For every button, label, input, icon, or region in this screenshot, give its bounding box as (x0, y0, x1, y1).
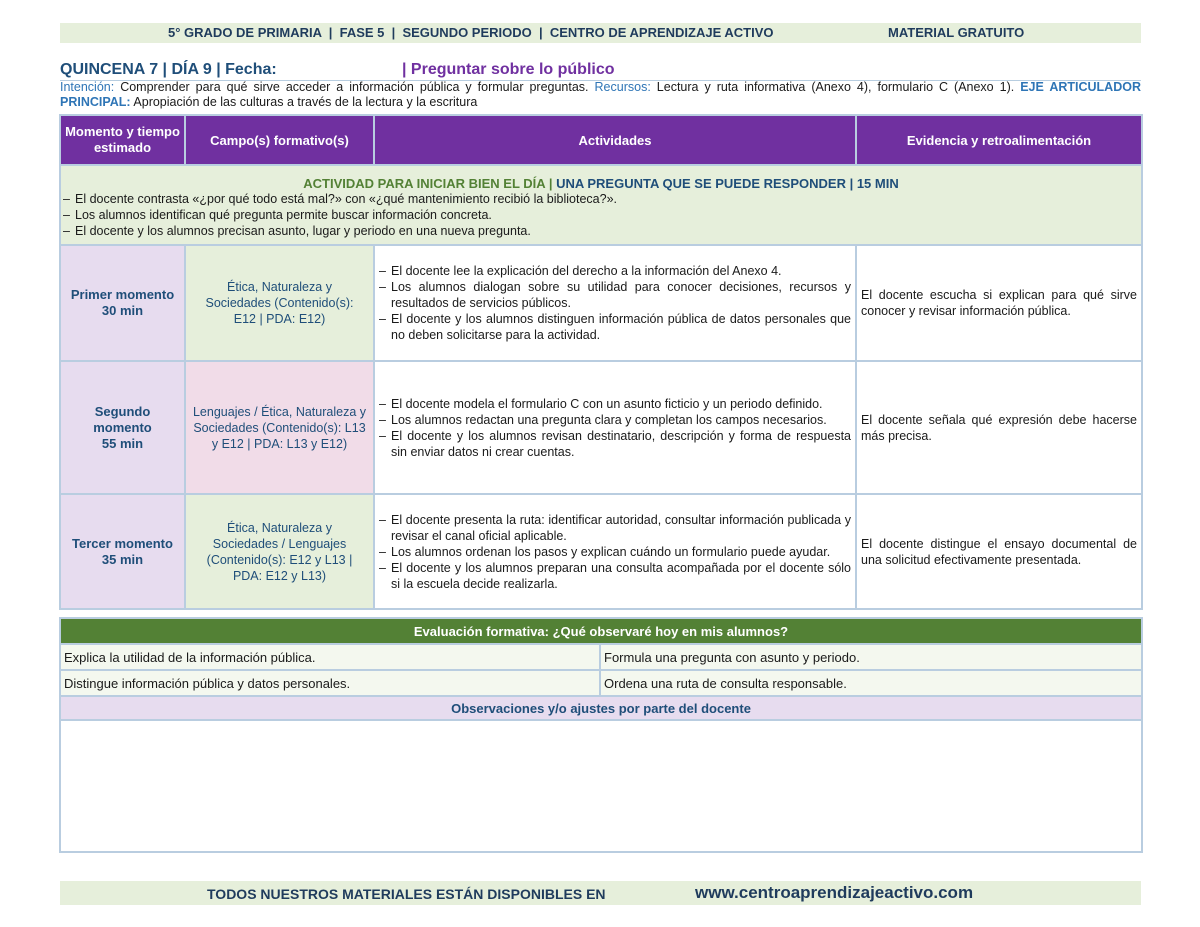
header-free-material: MATERIAL GRATUITO (888, 25, 1025, 40)
intencion-label: Intención: (60, 80, 115, 94)
lesson-day-date: QUINCENA 7 | DÍA 9 | Fecha: (60, 61, 277, 78)
recursos-label: Recursos: (594, 80, 651, 94)
eje-text: Apropiación de las culturas a través de la lectura y la escritura (133, 95, 478, 109)
table-row (60, 361, 1142, 494)
header-momento: Momento y tiempo estimado (60, 115, 185, 165)
evaluation-item: Distingue información pública y datos personales. (60, 670, 600, 696)
momento-cell (60, 494, 185, 609)
list-item: – El docente y los alumnos distinguen información pública de datos personales que no deben solicitarse para la actividad. (379, 311, 851, 343)
momento-label: Primer momento (70, 287, 175, 302)
list-item: – El docente y los alumnos preparan una consulta acompañada por el docente sólo si la escuela decide realizarla. (379, 560, 851, 592)
footer-text: TODOS NUESTROS MATERIALES ESTÁN DISPONIBLES EN (207, 886, 606, 902)
lesson-plan-table (59, 114, 1143, 610)
observations-field[interactable] (60, 720, 1142, 852)
list-item: – Los alumnos redactan una pregunta clara y completan los campos necesarios. (379, 412, 851, 428)
evidencia-cell: El docente distingue el ensayo documental de una solicitud efectivamente presentada. (856, 494, 1142, 609)
observations-title: Observaciones y/o ajustes por parte del docente (60, 696, 1142, 720)
actividades-cell (374, 245, 856, 361)
footer-band (60, 881, 1141, 905)
intro-activity (60, 165, 1142, 245)
list-item: – Los alumnos ordenan los pasos y explican cuándo un formulario puede ayudar. (379, 544, 851, 560)
list-item: – El docente contrasta «¿por qué todo está mal?» con «¿qué mantenimiento recibió la biblioteca?». (63, 191, 1141, 207)
list-item: – Los alumnos dialogan sobre su utilidad para conocer decisiones, recursos y resultados de servicios públicos. (379, 279, 851, 311)
list-item: – El docente y los alumnos revisan destinatario, descripción y forma de respuesta sin enviar datos ni crear cuentas. (379, 428, 851, 460)
evidencia-cell: El docente señala qué expresión debe hacerse más precisa. (856, 361, 1142, 494)
momento-cell (60, 245, 185, 361)
header-evidencia: Evidencia y retroalimentación (856, 115, 1142, 165)
footer-website-link[interactable]: www.centroaprendizajeactivo.com (695, 883, 974, 902)
list-item: – Los alumnos identifican qué pregunta permite buscar información concreta. (63, 207, 1141, 223)
intro-title-green: ACTIVIDAD PARA INICIAR BIEN EL DÍA | (303, 176, 553, 191)
evidencia-cell: El docente escucha si explican para qué sirve conocer y revisar información pública. (856, 245, 1142, 361)
intro-list (61, 191, 1141, 239)
list-item: – El docente presenta la ruta: identificar autoridad, consultar información publicada y revisar el canal oficial aplicable. (379, 512, 851, 544)
momento-label: Segundo momento (93, 403, 152, 435)
table-row (60, 494, 1142, 609)
momento-label: Tercer momento (72, 535, 173, 551)
recursos-text: Lectura y ruta informativa (Anexo 4), formulario C (Anexo 1). (656, 80, 1015, 94)
header-actividades: Actividades (374, 115, 856, 165)
campo-cell: Ética, Naturaleza y Sociedades (Contenido(s): E12 | PDA: E12) (185, 245, 374, 361)
momento-cell (60, 361, 185, 494)
momento-tiempo: 30 min (101, 303, 144, 318)
intro-title (61, 176, 1141, 191)
header-grade-info: 5° GRADO DE PRIMARIA | FASE 5 | SEGUNDO PERIODO | CENTRO DE APRENDIZAJE ACTIVO (168, 25, 774, 40)
list-item: – El docente y los alumnos precisan asunto, lugar y periodo en una nueva pregunta. (63, 223, 1141, 239)
eje-label: EJE ARTICULADOR PRINCIPAL: (60, 80, 1141, 109)
evaluation-item: Formula una pregunta con asunto y periodo. (600, 644, 1142, 670)
evaluation-item: Explica la utilidad de la información pública. (60, 644, 600, 670)
lesson-intent (60, 80, 1141, 110)
intro-row (60, 165, 1142, 245)
evaluation-table (59, 617, 1143, 853)
lesson-title (60, 60, 1141, 81)
actividades-cell (374, 494, 856, 609)
header-band (60, 23, 1141, 43)
intro-title-blue: UNA PREGUNTA QUE SE PUEDE RESPONDER | 15 MIN (556, 176, 899, 191)
table-header-row (60, 115, 1142, 165)
lesson-topic: | Preguntar sobre lo público (402, 61, 615, 78)
header-campo: Campo(s) formativo(s) (185, 115, 374, 165)
evaluation-title: Evaluación formativa: ¿Qué observaré hoy en mis alumnos? (60, 618, 1142, 644)
evaluation-item: Ordena una ruta de consulta responsable. (600, 670, 1142, 696)
table-row (60, 245, 1142, 361)
intencion-text: Comprender para qué sirve acceder a información pública y formular preguntas. (120, 80, 589, 94)
momento-tiempo: 55 min (101, 435, 144, 451)
momento-tiempo: 35 min (101, 551, 144, 567)
actividades-cell (374, 361, 856, 494)
campo-cell: Ética, Naturaleza y Sociedades / Lenguajes (Contenido(s): E12 y L13 | PDA: E12 y L13) (185, 494, 374, 609)
list-item: – El docente modela el formulario C con un asunto ficticio y un periodo definido. (379, 396, 851, 412)
list-item: – El docente lee la explicación del derecho a la información del Anexo 4. (379, 263, 851, 279)
campo-cell: Lenguajes / Ética, Naturaleza y Sociedades (Contenido(s): L13 y E12 | PDA: L13 y E12) (185, 361, 374, 494)
